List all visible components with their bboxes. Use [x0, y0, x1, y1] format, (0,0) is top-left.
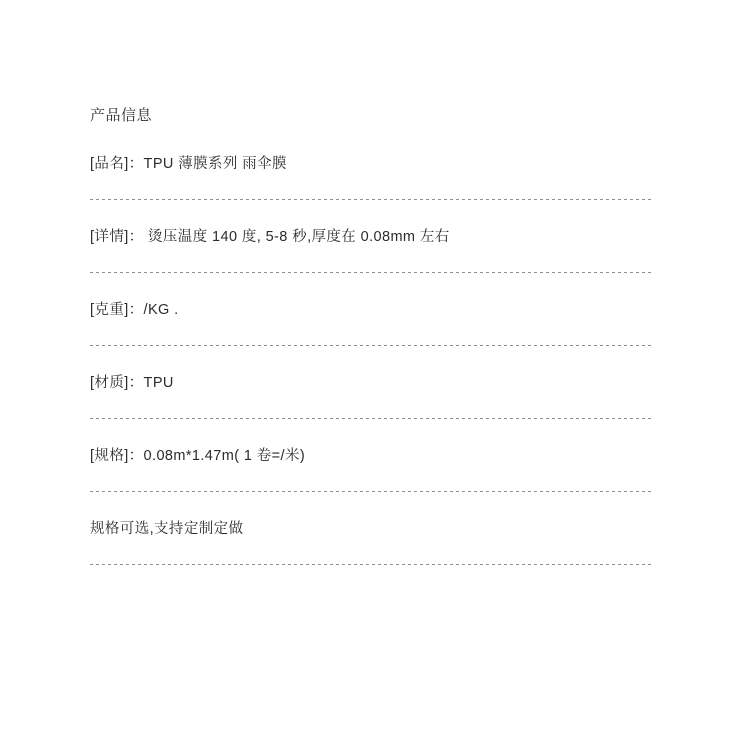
row-divider	[90, 199, 652, 200]
spec-row-weight	[90, 299, 652, 372]
spec-text: [克重]：/KG .	[90, 302, 179, 318]
spec-row-specification	[90, 445, 652, 518]
spec-text: [材质]：TPU	[90, 375, 174, 391]
row-divider	[90, 491, 652, 492]
spec-row-product-name	[90, 153, 652, 226]
spec-row-customization-note	[90, 518, 652, 565]
row-divider	[90, 272, 652, 273]
spec-text: 规格可选,支持定制定做	[90, 521, 244, 537]
spec-text: [规格]：0.08m*1.47m( 1 卷=/米)	[90, 448, 306, 464]
document-content	[90, 105, 652, 565]
row-divider	[90, 418, 652, 419]
row-divider	[90, 564, 652, 565]
spec-row-material	[90, 372, 652, 445]
row-divider	[90, 345, 652, 346]
spec-text: [详情]： 烫压温度 140 度, 5-8 秒,厚度在 0.08mm 左右	[90, 229, 450, 245]
spec-row-details	[90, 226, 652, 299]
spec-text: [品名]：TPU 薄膜系列 雨伞膜	[90, 156, 287, 172]
page-title: 产品信息	[90, 107, 153, 124]
